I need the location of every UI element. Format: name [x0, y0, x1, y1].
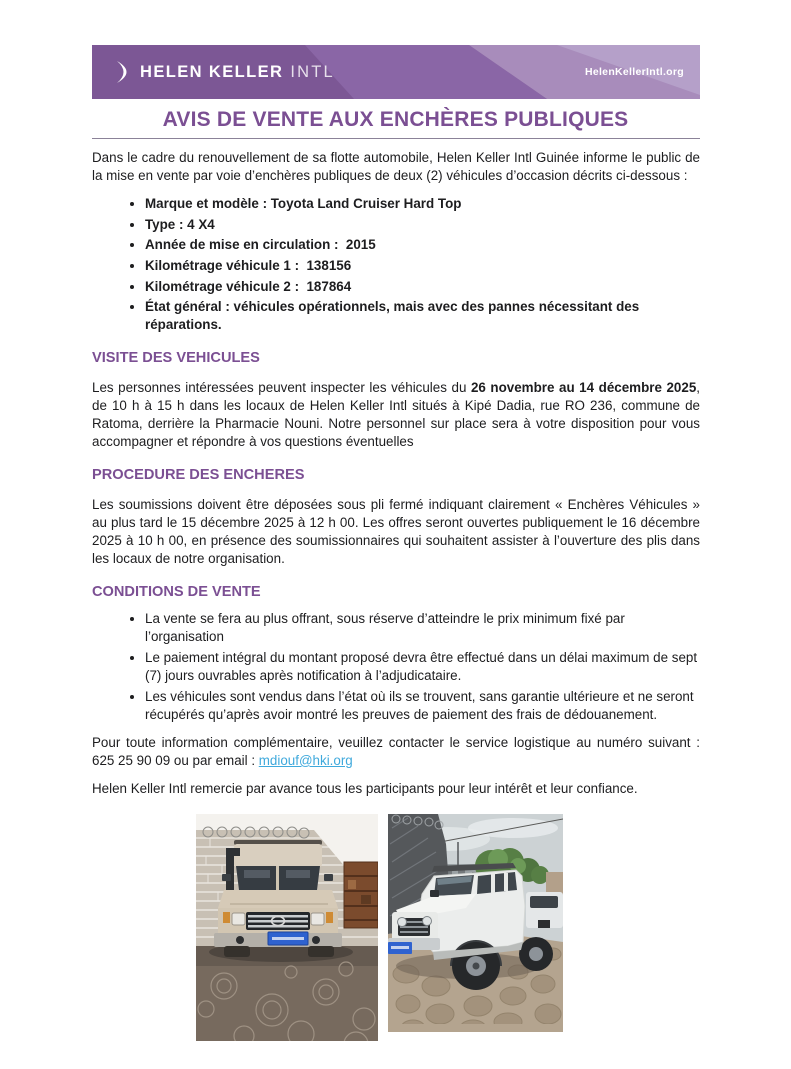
section-heading-visite: VISITE DES VEHICULES: [92, 350, 260, 367]
spec-item-year: • Année de mise en circulation : 2015: [145, 236, 700, 254]
spec-item-condition: • État général : véhicules opérationnels, mais avec des pannes nécessitant des réparations.: [145, 298, 700, 334]
vehicle-2-image: [388, 814, 563, 1032]
vehicle-photos: [196, 814, 700, 1041]
website-url[interactable]: HelenKellerIntl.org: [584, 66, 684, 78]
logo-text: HELEN KELLER: [140, 62, 284, 81]
vehicle-1-image: [196, 814, 378, 1041]
title-divider: [92, 138, 700, 139]
helen-keller-crescent-icon: [116, 60, 131, 84]
intro-paragraph: Dans le cadre du renouvellement de sa flotte automobile, Helen Keller Intl Guinée informe le public de la mise en vente par voie d’enchères publiques de deux (2) véhicules d’occasion décrits ci-dessous :: [92, 150, 700, 184]
vehicle-specs-list: [92, 195, 700, 334]
condition-item: • Le paiement intégral du montant proposé devra être effectué dans un délai maximum de sept (7) jours ouvrables après notification à l’adjudicataire.: [145, 649, 700, 685]
spec-item-km2: • Kilométrage véhicule 2 : 187864: [145, 278, 700, 296]
sale-conditions-list: [92, 610, 700, 724]
condition-item: • Les véhicules sont vendus dans l’état où ils se trouvent, sans garantie ultérieure et ne seront récupérés qu’après avoir montré les preuves de paiement des frais de dédouanement.: [145, 688, 700, 724]
procedure-paragraph: Les soumissions doivent être déposées sous pli fermé indiquant clairement « Enchères Véhicules » au plus tard le 15 décembre 2025 à 12 h 00. Les offres seront ouvertes publiquement le 16 décembre 2025 à 10 h 00, en présence des soumissionnaires qui souhaitent assister à l’ouverture des plis dans les locaux de notre organisation.: [92, 497, 700, 567]
logo-suffix: INTL: [290, 62, 335, 81]
header-banner: [92, 45, 700, 99]
closing-paragraph: Helen Keller Intl remercie par avance tous les participants pour leur intérêt et leur confiance.: [92, 780, 638, 796]
visite-paragraph: Les personnes intéressées peuvent inspecter les véhicules du 26 novembre au 14 décembre 2025, de 10 h à 15 h dans les locaux de Helen Keller Intl situés à Kipé Dadia, rue RO 236, commune de Ratoma, derrière la Pharmacie Nouni. Notre personnel sur place sera à votre disposition pour vous accompagner et répondre à vos questions éventuelles: [92, 380, 701, 450]
contact-paragraph: Pour toute information complémentaire, veuillez contacter le service logistique au numéro suivant : 625 25 90 09 ou par email : mdiouf@hki.org: [92, 734, 700, 768]
visite-dates: 26 novembre au 14 décembre 2025: [470, 380, 697, 396]
vehicle-photo-1: [196, 814, 378, 1041]
spec-item-type: • Type : 4 X4: [145, 216, 700, 234]
condition-item: • La vente se fera au plus offrant, sous réserve d’atteindre le prix minimum fixé par l’organisation: [145, 610, 700, 646]
document-body: [92, 149, 700, 1041]
page-title: AVIS DE VENTE AUX ENCHÈRES PUBLIQUES: [162, 108, 629, 131]
section-heading-conditions: CONDITIONS DE VENTE: [92, 584, 261, 601]
vehicle-photo-2: [388, 814, 563, 1032]
spec-item-model: • Marque et modèle : Toyota Land Cruiser Hard Top: [145, 195, 700, 213]
spec-item-km1: • Kilométrage véhicule 1 : 138156: [145, 257, 700, 275]
contact-email-link[interactable]: mdiouf@hki.org: [258, 752, 353, 768]
section-heading-procedure: PROCEDURE DES ENCHERES: [92, 467, 305, 484]
